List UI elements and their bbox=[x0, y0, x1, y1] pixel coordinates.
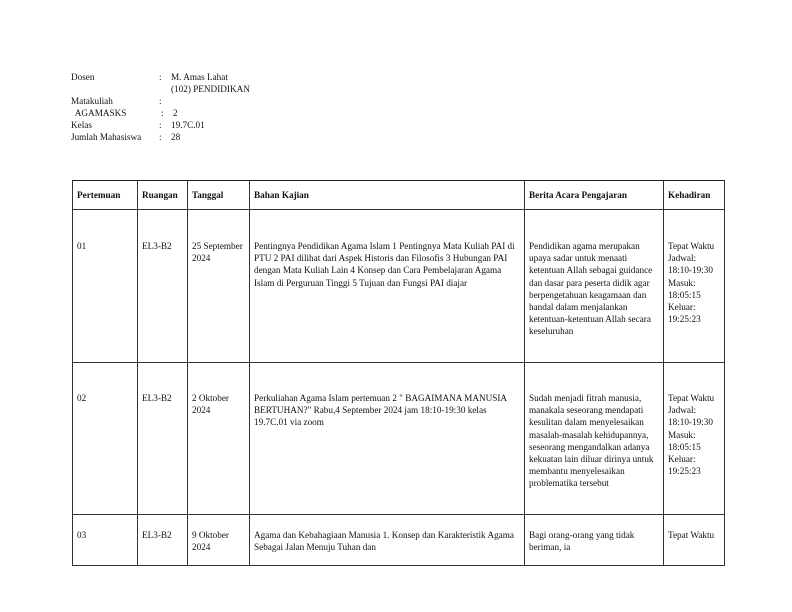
matakuliah-value: (102) PENDIDIKAN bbox=[171, 84, 250, 94]
cell-kehadiran: Tepat Waktu Jadwal: 18:10-19:30 Masuk: 18:05:15 Keluar: 19:25:23 bbox=[664, 363, 725, 515]
info-row-agamasks bbox=[71, 107, 253, 119]
cell-pertemuan: 01 bbox=[73, 210, 138, 363]
header-tanggal: Tanggal bbox=[188, 181, 250, 210]
info-row-dosen bbox=[71, 71, 253, 83]
course-info bbox=[71, 71, 253, 143]
header-pertemuan: Pertemuan bbox=[73, 181, 138, 210]
dosen-label: Dosen bbox=[71, 72, 95, 82]
cell-tanggal: 2 Oktober 2024 bbox=[188, 363, 250, 515]
teaching-log-table bbox=[72, 180, 725, 566]
cell-tanggal: 9 Oktober 2024 bbox=[188, 515, 250, 566]
table-row bbox=[73, 363, 725, 515]
header-ruangan: Ruangan bbox=[138, 181, 188, 210]
kelas-value: 19.7C.01 bbox=[171, 120, 205, 130]
cell-kehadiran: Tepat Waktu Jadwal: 18:10-19:30 Masuk: 18:05:15 Keluar: 19:25:23 bbox=[664, 210, 725, 363]
cell-bahan-kajian: Pentingnya Pendidikan Agama Islam 1 Pentingnya Mata Kuliah PAI di PTU 2 PAI dilihat dari Aspek Historis dan Filosofis 3 Hubungan PAI dengan Mata Kuliah Lain 4 Konsep dan Cara Pembelajaran Agama Islam di Perguruan Tinggi 5 Tujuan dan Fungsi PAI diajar bbox=[250, 210, 525, 363]
info-row-kelas bbox=[71, 119, 253, 131]
table-row bbox=[73, 515, 725, 566]
cell-ruangan: EL3-B2 bbox=[138, 210, 188, 363]
header-kehadiran: Kehadiran bbox=[664, 181, 725, 210]
table-row bbox=[73, 210, 725, 363]
jumlah-label: Jumlah Mahasiswa bbox=[71, 132, 142, 142]
separator: : bbox=[159, 120, 162, 130]
cell-ruangan: EL3-B2 bbox=[138, 363, 188, 515]
cell-berita-acara: Bagi orang-orang yang tidak beriman, ia bbox=[525, 515, 664, 566]
cell-ruangan: EL3-B2 bbox=[138, 515, 188, 566]
cell-pertemuan: 03 bbox=[73, 515, 138, 566]
cell-bahan-kajian: Agama dan Kebahagiaan Manusia 1. Konsep dan Karakteristik Agama Sebagai Jalan Menuju Tuhan dan bbox=[250, 515, 525, 566]
agamasks-label: AGAMASKS bbox=[73, 108, 127, 118]
cell-pertemuan: 02 bbox=[73, 363, 138, 515]
teaching-log-table-wrapper bbox=[72, 180, 720, 553]
separator: : bbox=[159, 96, 162, 106]
separator: : bbox=[159, 132, 162, 142]
info-row-jumlah bbox=[71, 131, 253, 143]
info-row-matakuliah bbox=[71, 83, 253, 107]
separator: : bbox=[161, 108, 164, 118]
separator: : bbox=[159, 72, 162, 82]
matakuliah-label: Matakuliah bbox=[71, 96, 113, 106]
agamasks-value: 2 bbox=[173, 108, 178, 118]
kelas-label: Kelas bbox=[71, 120, 92, 130]
cell-bahan-kajian: Perkuliahan Agama Islam pertemuan 2 " BAGAIMANA MANUSIA BERTUHAN?" Rabu,4 September 2024 jam 18:10-19:30 kelas 19.7C.01 via zoom bbox=[250, 363, 525, 515]
cell-kehadiran: Tepat Waktu bbox=[664, 515, 725, 566]
cell-tanggal: 25 September 2024 bbox=[188, 210, 250, 363]
cell-berita-acara: Pendidikan agama merupakan upaya sadar untuk menaati ketentuan Allah sebagai guidance dan dasar para peserta didik agar berpengetahuan keagamaan dan handal dalam menjalankan ketentuan-ketentuan Allah secara keseluruhan bbox=[525, 210, 664, 363]
header-berita-acara: Berita Acara Pengajaran bbox=[525, 181, 664, 210]
table-header-row bbox=[73, 181, 725, 210]
dosen-value: M. Amas Lahat bbox=[171, 72, 228, 82]
jumlah-value: 28 bbox=[171, 132, 181, 142]
header-bahan-kajian: Bahan Kajian bbox=[250, 181, 525, 210]
cell-berita-acara: Sudah menjadi fitrah manusia, manakala seseorang mendapati kesulitan dalam menyelesaikan masalah-masalah kehidupannya, seseorang mengandalkan adanya kekuatan lain diluar dirinya untuk membantu menyelesaikan problematika tersebut bbox=[525, 363, 664, 515]
